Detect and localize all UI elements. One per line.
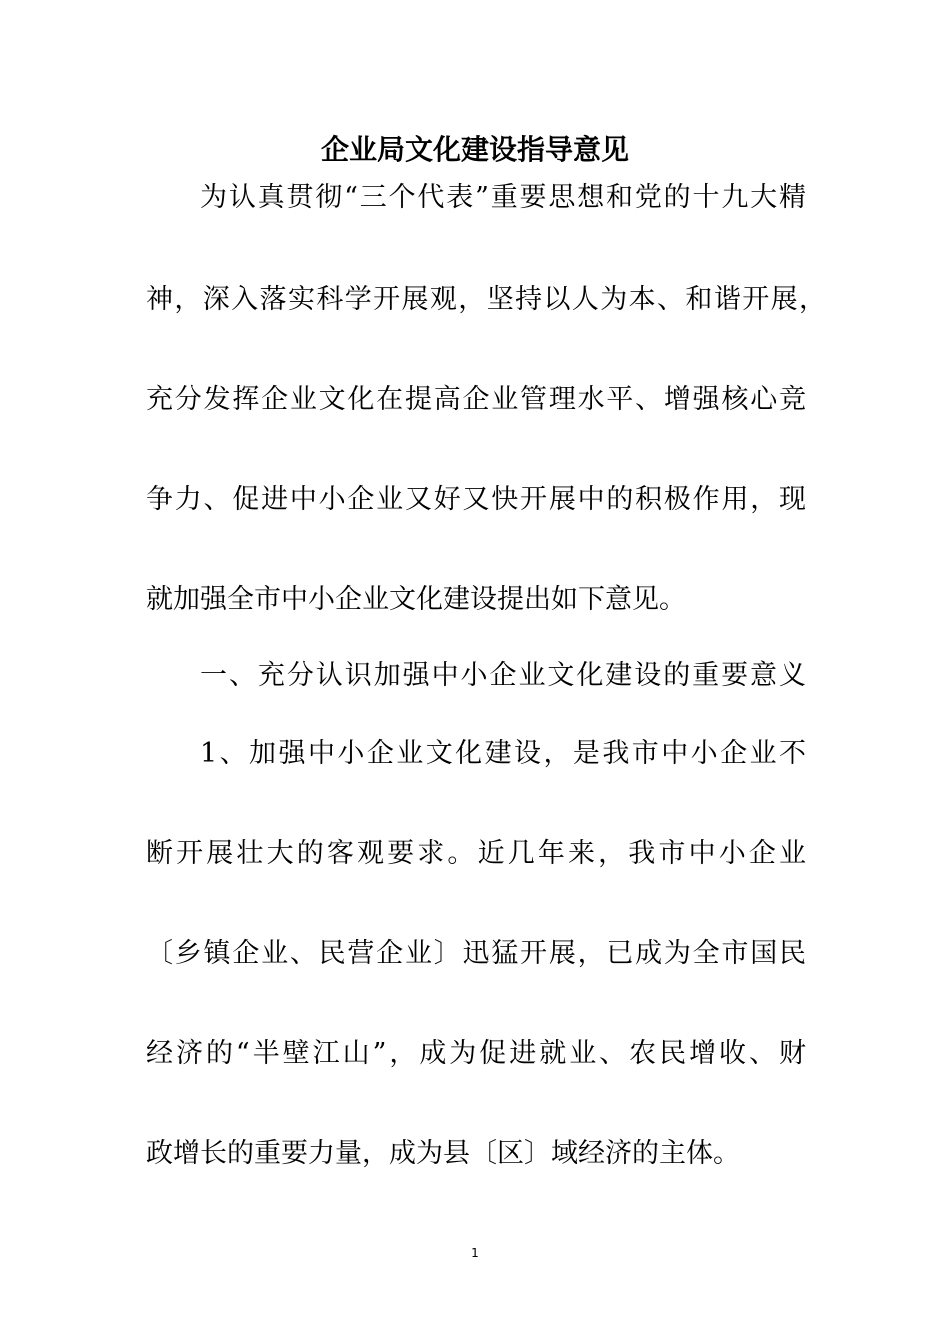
paragraph-line: 经济的“半壁江山”，成为促进就业、农民增收、财	[146, 1038, 806, 1069]
paragraph-line: 充分发挥企业文化在提高企业管理水平、增强核心竞	[146, 384, 806, 415]
paragraph-line: 政增长的重要力量，成为县〔区〕域经济的主体。	[146, 1138, 740, 1169]
paragraph-line: 1、加强中小企业文化建设，是我市中小企业不	[200, 738, 806, 769]
paragraph-line: 断开展壮大的客观要求。近几年来，我市中小企业	[146, 838, 806, 869]
document-title: 企业局文化建设指导意见	[320, 133, 629, 166]
paragraph-line: 就加强全市中小企业文化建设提出如下意见。	[146, 584, 686, 615]
paragraph-line: 神，深入落实科学开展观，坚持以人为本、和谐开展，	[146, 284, 826, 315]
paragraph-line: 为认真贯彻“三个代表”重要思想和党的十九大精	[200, 182, 806, 213]
page-number: 1	[471, 1246, 479, 1260]
paragraph-line: 争力、促进中小企业又好又快开展中的积极作用，现	[146, 484, 806, 515]
paragraph-line: 〔乡镇企业、民营企业〕迅猛开展，已成为全市国民	[146, 938, 806, 969]
section-heading: 一、充分认识加强中小企业文化建设的重要意义	[200, 660, 806, 691]
